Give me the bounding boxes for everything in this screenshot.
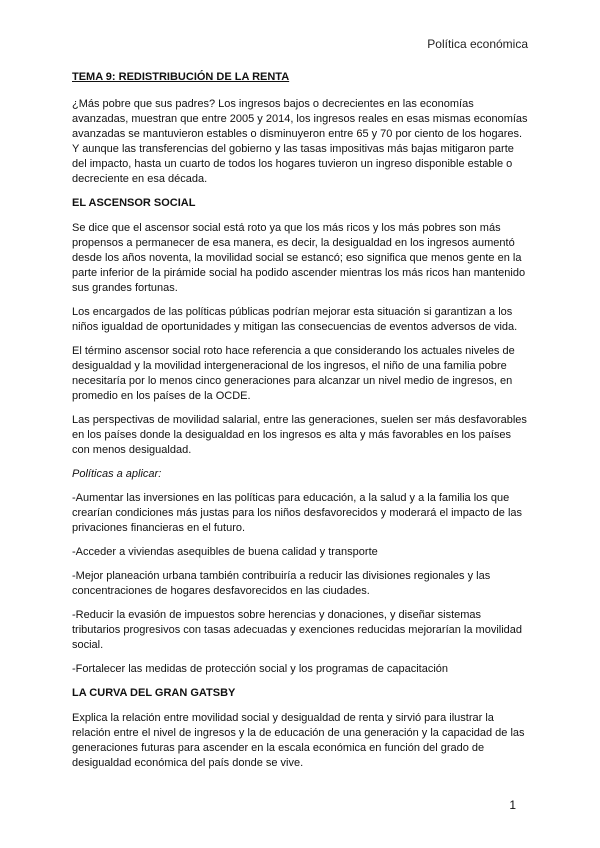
paragraph: Los encargados de las políticas públicas podrían mejorar esta situación si garantizan a los niños igualdad de oportunidades y mitigan las consecuencias de eventos adversos de vida. [72, 306, 518, 333]
page-header: Política económica [427, 37, 528, 51]
policies-label: Políticas a aplicar: [72, 468, 162, 480]
policy-item: -Fortalecer las medidas de protección social y los programas de capacitación [72, 663, 449, 675]
page-number: 1 [509, 798, 516, 812]
policy-item: -Acceder a viviendas asequibles de buena calidad y transporte [72, 546, 378, 558]
policy-item: -Mejor planeación urbana también contribuiría a reducir las divisiones regionales y las concentraciones de hogares desfavorecidos en las ciudades. [72, 570, 491, 597]
paragraph: El término ascensor social roto hace referencia a que considerando los actuales niveles de desigualdad y la movilidad intergeneracional de los ingresos, el niño de una familia pobre necesitaría por lo menos cinco generaciones para alcanzar un nivel medio de ingresos, en promedio en los países de la OCDE. [72, 345, 515, 402]
document-title: TEMA 9: REDISTRIBUCIÓN DE LA RENTA [72, 71, 290, 83]
intro-paragraph: ¿Más pobre que sus padres? Los ingresos bajos o decrecientes en las economías avanzadas, muestran que entre 2005 y 2014, los ingresos reales en esas mismas economías avanzadas se mantuvieron estables o disminuyeron entre 65 y 70 por ciento de los hogares. Y aunque las transferencias del gobierno y las tasas impositivas más bajas mitigaron parte del impacto, hasta un cuarto de todos los hogares tuvieron un ingreso disponible estable o decreciente en esa década. [72, 98, 528, 185]
document-body [72, 70, 530, 780]
paragraph: Las perspectivas de movilidad salarial, entre las generaciones, suelen ser más desfavorables en los países donde la desigualdad en los ingresos es alta y más favorables en los países con menos desigualdad. [72, 414, 527, 456]
section-title-gran-gatsby: LA CURVA DEL GRAN GATSBY [72, 687, 236, 699]
section-title-ascensor-social: EL ASCENSOR SOCIAL [72, 197, 196, 209]
paragraph: Se dice que el ascensor social está roto ya que los más ricos y los más pobres son más propensos a permanecer de esa manera, es decir, la desigualdad en los ingresos aumentó desde los años noventa, la movilidad social se estancó; eso significa que menos gente en la parte inferior de la pirámide social ha podido ascender mientras los más ricos han mantenido sus grandes fortunas. [72, 222, 526, 294]
policy-item: -Reducir la evasión de impuestos sobre herencias y donaciones, y diseñar sistemas tributarios progresivos con tasas adecuadas y exenciones reducidas mejorarían la movilidad social. [72, 609, 523, 651]
policy-item: -Aumentar las inversiones en las políticas para educación, a la salud y a la familia los que crearían condiciones más justas para los niños desfavorecidos y moderará el impacto de las privaciones financieras en el futuro. [72, 492, 523, 534]
paragraph: Explica la relación entre movilidad social y desigualdad de renta y sirvió para ilustrar la relación entre el nivel de ingresos y la de educación de una generación y la capacidad de las generaciones futuras para ascender en la escala económica en función del grado de desigualdad económica del país donde se vive. [72, 712, 525, 769]
